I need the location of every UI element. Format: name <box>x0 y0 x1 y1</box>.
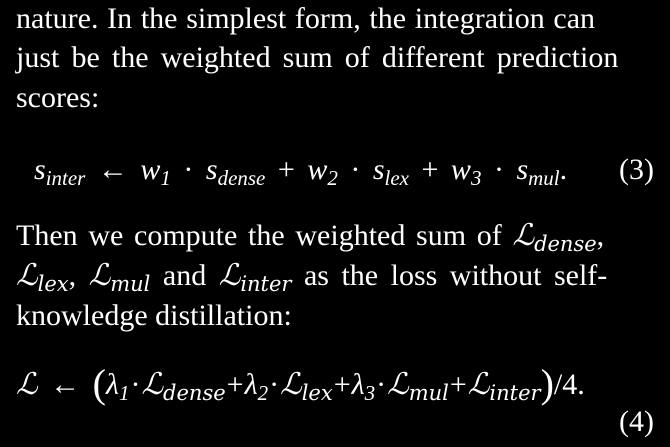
eq3-dot-2: · <box>350 153 361 186</box>
equation-number-4: (4) <box>619 405 654 438</box>
paragraph-line-3: scores: <box>16 81 100 114</box>
eq4-loss-inter: ℒ$_{inter}$ <box>467 367 541 405</box>
eq4-div: /4. <box>553 368 585 401</box>
eq4-lambda1: $\lambda_1$ <box>105 368 130 405</box>
eq3-s-dense: $s_{dense}$ <box>205 153 266 190</box>
eq3-s-mul: $s_{mul}$ <box>516 153 560 190</box>
eq4-lparen: ( <box>92 361 106 406</box>
paragraph2-line-1: Then we compute the weighted sum of ℒ$_{dense}$, <box>16 218 605 256</box>
eq4-rparen: ) <box>540 361 554 406</box>
equation-3 <box>34 150 567 198</box>
eq3-dot-1: · <box>183 153 194 186</box>
equation-number-3: (3) <box>619 153 654 186</box>
eq3-dot-3: · <box>493 153 504 186</box>
eq4-lambda2: $\lambda_2$ <box>244 368 269 405</box>
eq3-period: . <box>559 153 568 186</box>
eq3-s-inter: $s_{inter}$ <box>34 153 86 190</box>
eq3-arrow: ← <box>97 153 128 186</box>
loss-dense: ℒ$_{dense}$ <box>512 218 597 256</box>
eq3-s-lex: $s_{lex}$ <box>372 153 409 190</box>
equation-4: ℒ ← $(\lambda_1\cdot ℒ_{dense}+\lambda_2\cdot ℒ_{lex}+\lambda_3\cdot ℒ_{mul}+ℒ_{inter})/4$. <box>16 361 585 406</box>
paragraph-line-1: nature. In the simplest form, the integration can <box>16 2 596 35</box>
eq4-loss: ℒ <box>16 367 38 402</box>
eq3-plus-2: + <box>421 153 439 186</box>
eq4-loss-mul: ℒ$_{mul}$ <box>387 367 449 405</box>
eq3-w3: $w_3$ <box>450 153 482 190</box>
eq4-loss-lex: ℒ$_{lex}$ <box>280 367 333 405</box>
loss-lex: ℒ$_{lex}$ <box>16 258 69 296</box>
paragraph2-line-2: ℒ$_{lex}$, ℒ$_{mul}$ and ℒ$_{inter}$ as the loss without self- <box>16 258 608 296</box>
eq4-arrow: ← <box>50 368 81 401</box>
loss-mul: ℒ$_{mul}$ <box>88 258 151 296</box>
eq3-w2: $w_2$ <box>307 153 338 190</box>
eq3-w1: $w_1$ <box>140 153 171 190</box>
eq3-plus-1: + <box>277 153 295 186</box>
eq4-lambda3: $\lambda_3$ <box>351 368 376 405</box>
loss-inter: ℒ$_{inter}$ <box>218 258 292 296</box>
eq4-loss-dense: ℒ$_{dense}$ <box>141 367 226 405</box>
paragraph2-line-3: knowledge distillation: <box>16 299 292 332</box>
paragraph-line-2: just be the weighted sum of different prediction <box>16 41 619 74</box>
